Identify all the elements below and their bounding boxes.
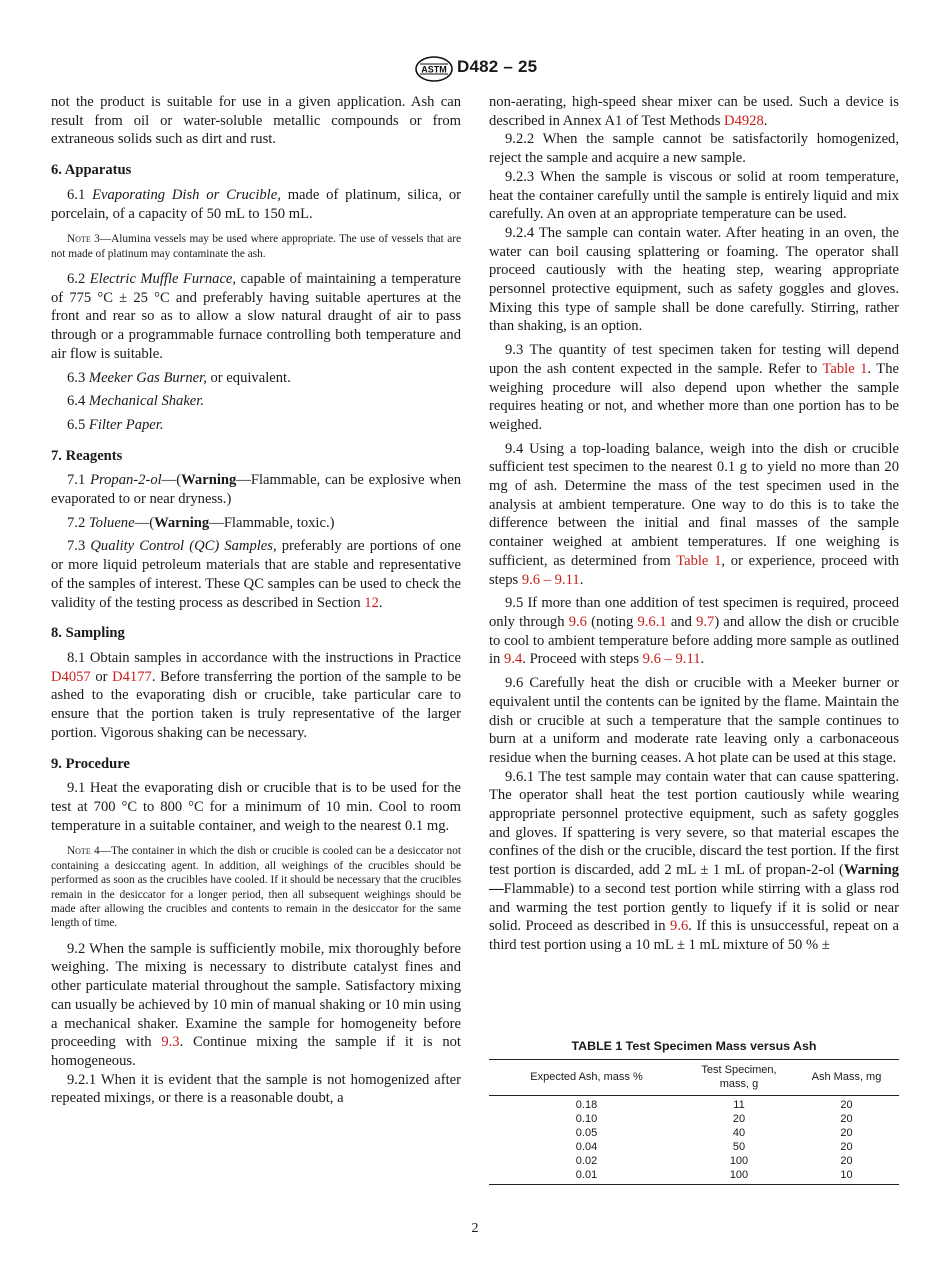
table-row [489, 1113, 899, 1127]
table-cell: 100 [729, 1168, 749, 1181]
paragraph-9-4: 9.4 Using a top-loading balance, weigh into the dish or crucible sufficient test specimen to the nearest 0.1 g to yield no more than 20 mg of ash. Determine the mass of the test specimen used in the analysis at ambient temperature. One way to do this is to take the difference between the initial and final masses of the sample container weighed at ambient temperatures. If one weighing is sufficient, as determined from Table 1, or experience, proceed with steps 9.6 – 9.11. [489, 440, 899, 588]
table-header-row [489, 1060, 899, 1096]
paragraph-6-1: 6.1 Evaporating Dish or Crucible, made of platinum, silica, or porcelain, of a capacity of 50 mL to 150 mL. [51, 186, 461, 222]
paragraph-9-2: 9.2 When the sample is sufficiently mobile, mix thoroughly before weighing. The mixing is necessary to distribute catalyst fines and other particulate material throughout the sample. Satisfactory mixing can usually be achieved by 10 min of manual shaking or 10 min using a mechanical shaker. Examine the sample for homogeneity before proceeding with 9.3. Continue mixing the sample if it is not homogeneous. [51, 940, 461, 1069]
note-4: Note 4—The container in which the dish or crucible is cooled can be a desiccator not containing a desiccating agent. In addition, all weighings of the crucibles should be performed as soon as the crucibles have cooled. If it should be necessary that the crucibles remain in the desiccator for a longer period, then all subsequent weighings should be made after allowing the crucibles and contents to remain in the desiccator for the same length of time. [51, 845, 461, 930]
note-3: Note 3—Alumina vessels may be used where appropriate. The use of vessels that are not made of platinum may contaminate the ash. [51, 233, 462, 260]
section-heading-procedure: 9. Procedure [51, 755, 130, 772]
paragraph-9-6-1: 9.6.1 The test sample may contain water that can cause spattering. The operator shall heat the test portion cautiously while wearing appropriate personnel protective equipment, such as safety goggles and gloves. If spattering is very severe, so that material escapes the confines of the dish or the crucible, discard the test portion. If the first test portion is discarded, add 2 mL ± 1 mL of propan-2-ol (Warning—Flammable) to a second test portion while stirring with a glass rod and warming the test portion gently to liquefy if it is solid or near solid. Proceed as described in 9.6. If this is unsuccessful, repeat on a third test portion using a 10 mL ± 1 mL mixture of 50 % ± [489, 768, 899, 953]
paragraph-9-2-4: 9.2.4 The sample can contain water. After heating in an oven, the water can boil causing splattering or foaming. The operator shall proceed cautiously with the heating step, wearing appropriate personnel protective equipment, such as safety goggles and gloves. Mixing this type of sample shall be done carefully. Stirring, rather than shaking, is an option. [489, 224, 899, 335]
table-cell: 40 [732, 1126, 746, 1139]
svg-text:ASTM: ASTM [421, 64, 447, 75]
table-cell: 100 [729, 1154, 749, 1167]
table-cell: 20 [840, 1099, 853, 1111]
table-cell: 0.05 [575, 1126, 598, 1139]
section-9-3-link[interactable]: 9.3 [161, 1034, 180, 1051]
page-number: 2 [471, 1221, 479, 1236]
right-column [489, 93, 899, 955]
table-cell: 20 [840, 1140, 853, 1153]
paragraph-7-2: 7.2 Toluene—(Warning—Flammable, toxic.) [67, 514, 335, 531]
steps-9-6-9-11-link[interactable]: 9.6 – 9.11 [521, 571, 580, 588]
column-header-expected-ash: Expected Ash, mass % [530, 1071, 643, 1083]
table-cell: 0.01 [575, 1168, 598, 1181]
table-cell: 20 [840, 1126, 853, 1139]
paragraph-6-4: 6.4 Mechanical Shaker. [67, 393, 204, 410]
paragraph-9-2-2: 9.2.2 When the sample cannot be satisfactorily homogenized, reject the sample and acquire a new sample. [489, 131, 899, 167]
d4928-link[interactable]: D4928 [724, 112, 764, 129]
table-cell: 20 [840, 1112, 853, 1125]
table-row [489, 1127, 899, 1141]
table-cell: 0.04 [575, 1140, 598, 1153]
paragraph-7-3: 7.3 Quality Control (QC) Samples, preferably are portions of one or more liquid petroleum materials that are stable and representative of the samples of interest. These QC samples can be used to check the validity of the testing process as described in Section 12. [51, 538, 461, 611]
d4177-link[interactable]: D4177 [112, 668, 152, 685]
table-1-link[interactable]: Table 1 [676, 552, 722, 569]
section-9-6-link[interactable]: 9.6 [670, 918, 689, 935]
section-heading-apparatus: 6. Apparatus [51, 162, 132, 179]
ash-mass-table [489, 1059, 899, 1185]
section-12-link[interactable]: 12 [364, 594, 379, 611]
paragraph-6-2: 6.2 Electric Muffle Furnace, capable of maintaining a temperature of 775 °C ± 25 °C and preferably having suitable apertures at the front and rear so as to allow a slow natural draught of air to pass through or a programmable furnace controlling both temperature and air flow is suitable. [51, 271, 462, 362]
paragraph-9-3: 9.3 The quantity of test specimen taken for testing will depend upon the ash content expected in the sample. Refer to Table 1. The weighing procedure will also depend upon whether the sample requires heating or not, and whether more than one portion has to be weighed. [489, 342, 899, 433]
paragraph-9-2-1-continuation: non-aerating, high-speed shear mixer can be used. Such a device is described in Annex A1 of Test Methods D4928. [489, 94, 899, 129]
paragraph-8-1: 8.1 Obtain samples in accordance with the instructions in Practice D4057 or D4177. Before transferring the portion of the sample to be ashed to the evaporating dish or crucible, take particular care to ensure that the portion taken is truly representative of the larger portion. Vigorous shaking can be necessary. [51, 649, 461, 741]
paragraph-6-5: 6.5 Filter Paper. [67, 416, 164, 433]
table-cell: 20 [840, 1154, 853, 1167]
paragraph-7-1: 7.1 Propan-2-ol—(Warning—Flammable, can be explosive when evaporated to or near dryness.) [51, 472, 461, 508]
paragraph-6-3: 6.3 Meeker Gas Burner, or equivalent. [67, 369, 291, 386]
table-cell: 11 [733, 1099, 745, 1111]
section-9-6-1-link[interactable]: 9.6.1 [637, 613, 667, 630]
table-cell: 0.10 [575, 1112, 598, 1125]
table-row [489, 1169, 899, 1185]
table-cell: 0.02 [575, 1154, 598, 1167]
table-cell: 10 [840, 1168, 853, 1181]
table-1 [489, 1038, 899, 1185]
table-cell: 20 [732, 1112, 746, 1125]
paragraph-9-6: 9.6 Carefully heat the dish or crucible with a Meeker burner or equivalent until the contents can be ignited by the flame. Maintain the dish or crucible at such a temperature that the sample continues to burn at a uniform and moderate rate leaving only a carbonaceous residue when the burning ceases. A hot plate can be used at this stage. [489, 675, 899, 766]
section-9-6-link[interactable]: 9.6 [568, 613, 587, 630]
paragraph-continuation: not the product is suitable for use in a given application. Ash can result from oil or water-soluble metallic compounds or from extraneous solids such as dirt and rust. [51, 94, 461, 148]
section-heading-sampling: 8. Sampling [51, 625, 125, 642]
paragraph-9-2-1: 9.2.1 When it is evident that the sample is not homogenized after repeated mixings, or there is a reasonable doubt, a [51, 1071, 461, 1107]
paragraph-9-2-3: 9.2.3 When the sample is viscous or solid at room temperature, heat the container carefully until the sample is entirely liquid and mix carefully. An oven at an appropriate temperature can be used. [489, 168, 899, 223]
paragraph-9-5: 9.5 If more than one addition of test specimen is required, proceed only through 9.6 (noting 9.6.1 and 9.7) and allow the dish or crucible to cool to ambient temperature before adding more sample as outlined in 9.4. Proceed with steps 9.6 – 9.11. [489, 595, 899, 668]
paragraph-9-1: 9.1 Heat the evaporating dish or crucible that is to be used for the test at 700 °C to 800 °C for a minimum of 10 min. Cool to room temperature in a suitable container, and weigh to the nearest 0.1 mg. [51, 780, 461, 834]
left-column [51, 93, 461, 1108]
table-1-link[interactable]: Table 1 [822, 360, 868, 377]
table-cell: 0.18 [575, 1099, 598, 1111]
table-row [489, 1141, 899, 1155]
d4057-link[interactable]: D4057 [51, 668, 91, 685]
page-header [0, 56, 950, 82]
steps-9-6-9-11-link[interactable]: 9.6 – 9.11 [642, 651, 701, 668]
section-9-7-link[interactable]: 9.7 [696, 613, 715, 630]
astm-logo-icon [414, 56, 454, 82]
table-row [489, 1155, 899, 1169]
table-row [489, 1096, 899, 1113]
table-title: TABLE 1 Test Specimen Mass versus Ash [571, 1039, 817, 1053]
document-designation: D482 – 25 [457, 57, 538, 76]
column-header-test-specimen: Test Specimen, mass, g [701, 1064, 777, 1090]
section-heading-reagents: 7. Reagents [51, 447, 123, 464]
section-9-4-link[interactable]: 9.4 [504, 651, 523, 668]
table-cell: 50 [732, 1140, 746, 1153]
column-header-ash-mass: Ash Mass, mg [811, 1071, 882, 1083]
